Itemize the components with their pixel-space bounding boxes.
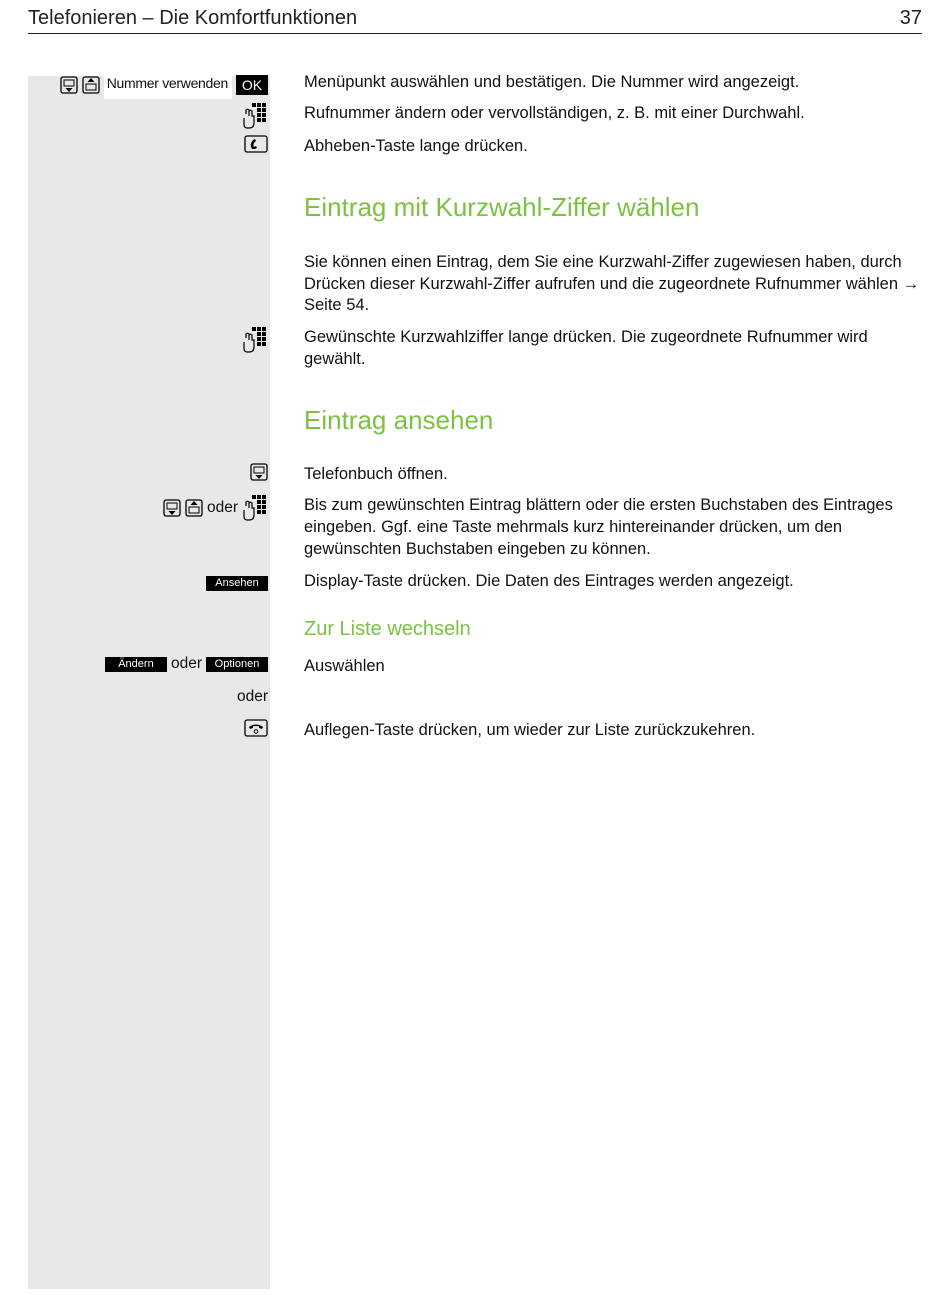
oder-label: oder [206, 499, 238, 516]
instruction-text: Auflegen-Taste drücken, um wieder zur Liste zurückzukehren. [304, 721, 756, 739]
left-column-background [28, 76, 270, 1289]
nav-down-icon [250, 463, 268, 481]
ok-key: OK [236, 75, 268, 95]
key-sequence [244, 719, 268, 737]
instruction-text: Abheben-Taste lange drücken. [304, 137, 528, 155]
keypad-icon [242, 494, 268, 522]
key-sequence [250, 463, 268, 481]
oder-label: oder [170, 655, 202, 672]
nav-down-icon [163, 499, 181, 517]
key-sequence [163, 494, 268, 522]
softkey-ansehen: Ansehen [206, 576, 268, 591]
key-sequence [237, 688, 268, 706]
key-sequence [60, 71, 268, 99]
nav-down-icon [60, 76, 78, 94]
header-title: Telefonieren – Die Komfortfunktionen [28, 7, 358, 29]
section-subheading: Zur Liste wechseln [304, 618, 471, 640]
on-hook-icon [244, 719, 268, 737]
instruction-text: Auswählen [304, 657, 385, 675]
section-intro: Sie können einen Eintrag, dem Sie eine Kurzwahl-Ziffer zugewiesen haben, durch Drücken dieser Kurzwahl-Ziffer aufrufen und die zugeordnete Rufnummer wählen → Seite 54. [304, 253, 920, 314]
softkey-aendern: Ändern [105, 657, 167, 672]
header-rule [28, 33, 922, 34]
page-number: 37 [899, 7, 922, 29]
key-sequence [206, 576, 268, 591]
softkey-optionen: Optionen [206, 657, 268, 672]
nav-up-icon [82, 76, 100, 94]
instruction-text: Display-Taste drücken. Die Daten des Eintrages werden angezeigt. [304, 572, 794, 590]
instruction-text: Menüpunkt auswählen und bestätigen. Die Nummer wird angezeigt. [304, 73, 800, 91]
instruction-text: Bis zum gewünschten Eintrag blättern oder die ersten Buchstaben des Eintrages eingeben. Ggf. eine Taste mehrmals kurz hintereinander drücken, um den gewünschten Buchstaben eingeben zu können. [304, 496, 893, 558]
off-hook-icon [244, 135, 268, 153]
section-heading: Eintrag ansehen [304, 405, 494, 435]
keypad-icon [242, 326, 268, 354]
oder-label: oder [236, 688, 268, 705]
key-sequence [242, 326, 268, 354]
instruction-text: Telefonbuch öffnen. [304, 465, 448, 483]
instruction-text: Rufnummer ändern oder vervollständigen, z. B. mit einer Durchwahl. [304, 104, 805, 122]
section-heading: Eintrag mit Kurzwahl-Ziffer wählen [304, 192, 700, 222]
key-sequence [105, 655, 268, 673]
nav-up-icon [185, 499, 203, 517]
display-menu-label: Nummer verwenden [104, 73, 232, 99]
key-sequence [244, 135, 268, 153]
keypad-icon [242, 102, 268, 130]
instruction-text: Gewünschte Kurzwahlziffer lange drücken. Die zugeordnete Rufnummer wird gewählt. [304, 328, 868, 368]
key-sequence [242, 102, 268, 130]
